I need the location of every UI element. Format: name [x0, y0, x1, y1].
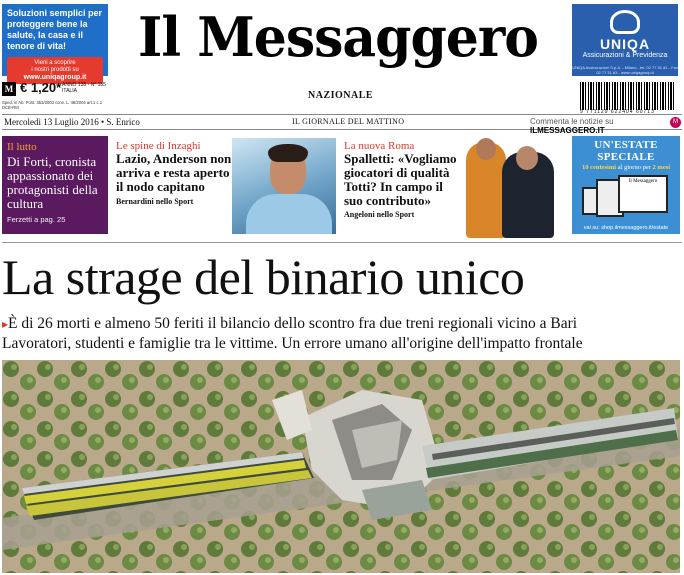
ad-left-cta-url: www.uniqagroup.it — [23, 74, 87, 81]
ad-left-text: Soluzioni semplici per proteggere bene la salute, la casa e il tenore di vita! — [7, 8, 103, 51]
barcode — [580, 82, 676, 110]
teaser-lutto-headline: Di Forti, cronista appassionato dei protagonisti della cultura — [7, 154, 98, 211]
teaser-lutto[interactable] — [2, 136, 108, 234]
section-divider — [2, 242, 682, 243]
ad-estate-offer-middle: al giorno per — [617, 164, 651, 171]
ad-estate-title: UN'ESTATE SPECIALE — [594, 139, 658, 163]
main-photo-train-crash — [2, 360, 680, 573]
photo-football-player — [232, 138, 336, 234]
teaser-lazio-ref: Bernardini nello Sport — [116, 197, 194, 206]
deck-line-1 — [2, 314, 682, 334]
ad-uniqa-left[interactable] — [2, 4, 108, 81]
ad-estate-offer-suffix: 2 mesi — [652, 164, 671, 171]
price: € 1,20* — [20, 80, 62, 95]
comment-link[interactable] — [530, 117, 682, 135]
player-shirt — [246, 194, 332, 234]
price-box — [2, 80, 112, 114]
barcode-number: 9 771129 622404 60713 — [580, 109, 655, 115]
teaser-roma[interactable] — [344, 140, 464, 219]
teaser-lazio[interactable] — [116, 140, 236, 206]
ad-left-cta-line1: Vieni a scoprire — [34, 60, 76, 66]
teaser-lutto-kicker: Il lutto — [7, 141, 37, 153]
newspaper-logo[interactable]: Il Messaggero — [138, 5, 538, 70]
main-headline[interactable]: La strage del binario unico — [2, 249, 525, 305]
teaser-lazio-kicker: Le spine di Inzaghi — [116, 140, 201, 152]
ad-left-cta-line2: i nostri prodotti su — [31, 67, 79, 73]
teaser-roma-ref: Angeloni nello Sport — [344, 210, 415, 219]
issue-date: Mercoledì 13 Luglio 2016 • S. Enrico — [4, 117, 140, 127]
teaser-roma-headline: Spalletti: «Vogliamo giocatori di qualità Totti? In campo il suo contributo» — [344, 151, 457, 208]
photo-roma-coaches — [454, 138, 566, 238]
messaggero-badge-icon: M — [670, 117, 681, 128]
teaser-lazio-headline: Lazio, Anderson non arriva e resta aperto il nodo capitano — [116, 151, 232, 194]
ad-estate-speciale[interactable] — [572, 136, 680, 234]
ad-estate-offer-prefix: 10 centesimi — [581, 164, 617, 171]
deck-line-2: Lavoratori, studenti e famiglie tra le vittime. Un errore umano all'origine dell'impatto frontale — [2, 335, 583, 352]
ad-estate-url[interactable]: vai su: shop.ilmessaggero.it/estate — [583, 225, 669, 231]
year-issue — [62, 82, 106, 94]
ad-right-sub: Assicurazioni & Previdenza — [582, 52, 668, 59]
player-hair — [268, 144, 308, 162]
year-issue-line1: ANNO 138 - N° 185 — [62, 82, 106, 88]
person-dark-head — [516, 146, 538, 170]
comment-prefix: Commenta le notizie su — [530, 117, 614, 126]
teaser-lutto-ref: Ferzetti a pag. 25 — [7, 215, 66, 224]
teaser-roma-kicker: La nuova Roma — [344, 140, 415, 152]
devices-icon — [582, 175, 670, 219]
postal-fine-print: Sped. in Ab. Post. 353/2003 conv. L. 46/2004 art.1 c.1 DCB-RM — [2, 100, 103, 110]
comment-site: ILMESSAGGERO.IT — [530, 126, 605, 135]
year-issue-line2: ITALIA — [62, 88, 77, 94]
uniqa-logo-icon — [610, 10, 640, 34]
date-rule — [2, 114, 682, 135]
ad-estate-offer — [574, 164, 678, 171]
person-orange-head — [476, 138, 496, 160]
paper-motto: IL GIORNALE DEL MATTINO — [292, 117, 405, 126]
train-crash-illustration — [2, 360, 680, 573]
edition-label: NAZIONALE — [308, 90, 374, 101]
ad-uniqa-right[interactable] — [572, 4, 678, 76]
main-deck — [2, 314, 682, 353]
m-logo-icon: M — [2, 82, 16, 96]
ad-right-legal: UNIQA Assicurazioni S.p.A. - Milano - tel. 02 77 31 81 - Fax 02 77 31 83 - www.uniqagroup.it — [572, 65, 678, 75]
deck-line-1-text: È di 26 morti e almeno 50 feriti il bilancio dello scontro fra due treni regionali vicino a Bari — [8, 315, 578, 332]
ad-estate-screen-logo: Il Messaggero — [628, 179, 658, 184]
ad-right-brand: UNIQA — [599, 36, 651, 52]
triangle-bullet-icon: ▸ — [2, 317, 9, 331]
